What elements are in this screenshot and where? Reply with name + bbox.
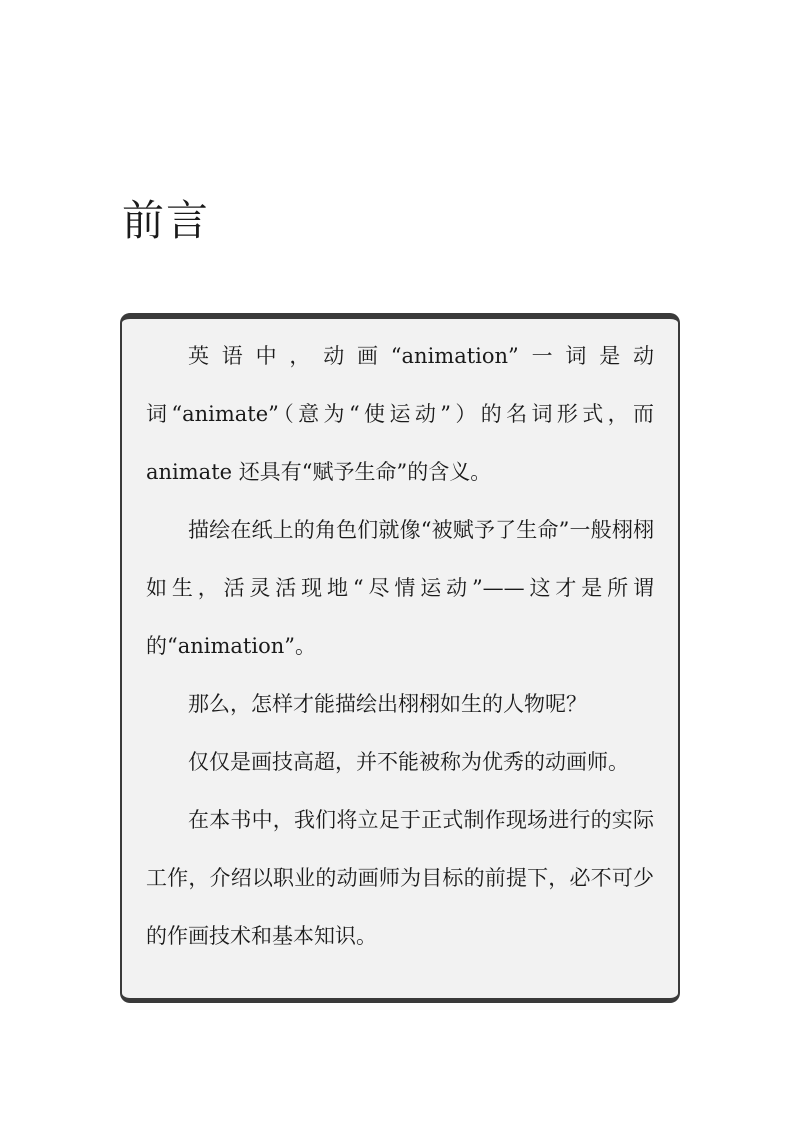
page-title: 前言 [122,196,211,245]
preface-box [120,313,680,1003]
preface-paragraph-4: 仅仅是画技高超，并不能被称为优秀的动画师。 [188,750,629,774]
preface-paragraph-5: 在本书中，我们将立足于正式制作现场进行的实际工作，介绍以职业的动画师为目标的前提下，必不可少的作画技术和基本知识。 [146,808,654,948]
preface-paragraph-1: 英语中，动画“animation”一词是动词“animate”（意为“使运动”）的名词形式，而 animate 还具有“赋予生命”的含义。 [146,344,654,484]
preface-paragraph-2: 描绘在纸上的角色们就像“被赋予了生命”一般栩栩如生，活灵活现地“尽情运动”——这才是所谓的“animation”。 [146,518,654,658]
preface-paragraph-3: 那么，怎样才能描绘出栩栩如生的人物呢？ [188,692,587,716]
